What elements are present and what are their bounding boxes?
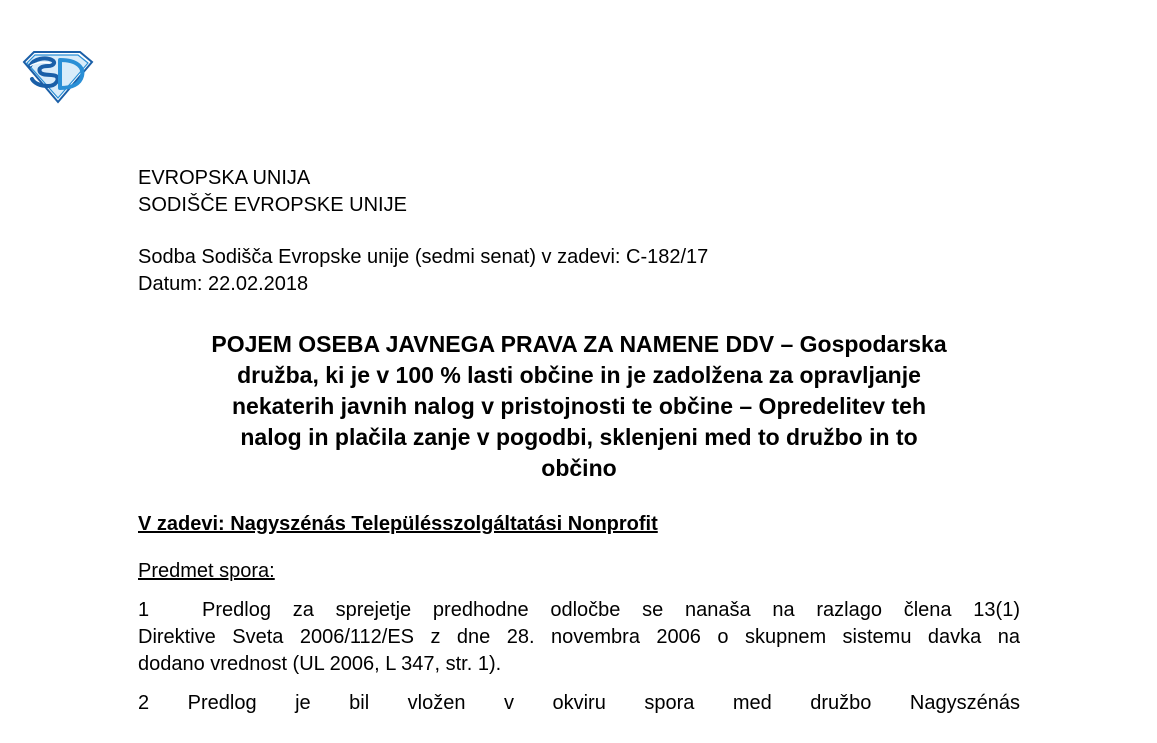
paragraph-word: med [732,692,772,714]
paragraph [138,597,1020,678]
title-line: POJEM OSEBA JAVNEGA PRAVA ZA NAMENE DDV – Gospodarska [211,331,947,357]
title-line: nalog in plačila zanje v pogodbi, sklenjeni med to družbo in to [240,424,918,450]
paragraph-line: Direktive Sveta 2006/112/ES z dne 28. novembra 2006 o skupnem sistemu davka na [138,626,1020,648]
paragraph-word: je [295,692,311,714]
institution-name: EVROPSKA UNIJA [138,167,311,189]
title-line: nekaterih javnih nalog v pristojnosti te občine – Opredelitev teh [232,393,926,419]
document-title [138,329,1020,484]
paragraph-word: vložen [407,692,466,714]
subject-heading: Predmet spora: [138,560,275,582]
paragraph-line: dodano vrednost (UL 2006, L 347, str. 1). [138,653,502,675]
paragraph [138,690,1020,717]
paragraph-word: v [503,692,514,714]
paragraph-word: bil [349,692,370,714]
paragraph-word: okviru [552,692,606,714]
court-logo-icon [20,48,96,104]
paragraph-word: družbo [810,692,872,714]
paragraph-number: 2 [138,692,150,714]
title-line: družba, ki je v 100 % lasti občine in je zadolžena za opravljanje [237,362,921,388]
paragraph-word: Nagyszénás [909,692,1020,714]
case-title: V zadevi: Nagyszénás Településszolgáltatási Nonprofit [138,513,658,535]
paragraph-word: spora [644,692,695,714]
judgment-reference: Sodba Sodišča Evropske unije (sedmi senat) v zadevi: C-182/17 [138,246,709,268]
document-body [138,165,1020,717]
paragraph-number: 1 [138,599,150,621]
court-name: SODIŠČE EVROPSKE UNIJE [138,194,407,216]
paragraph-line [138,690,1020,717]
paragraph-word: Predlog [187,692,257,714]
paragraph-text: Predlog za sprejetje predhodne odločbe se nanaša na razlago člena 13(1) [202,599,1020,621]
title-line: občino [541,455,617,481]
paragraph-line [138,597,1020,624]
judgment-date: Datum: 22.02.2018 [138,273,309,295]
